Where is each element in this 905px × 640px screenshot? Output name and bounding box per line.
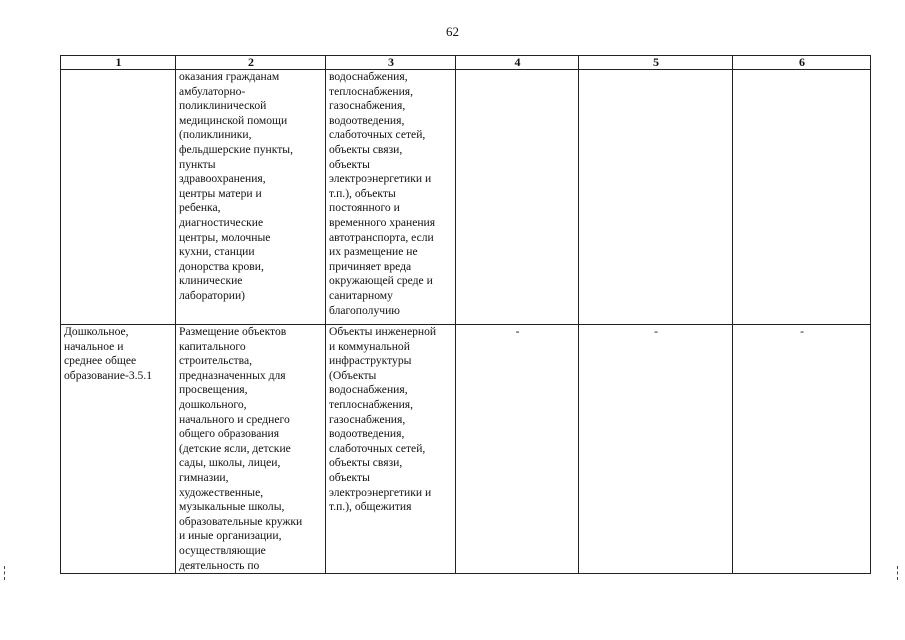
cell-text-line: и иные организации,	[179, 529, 282, 543]
cell-col-5	[579, 70, 733, 325]
cell-text-line: их размещение не	[329, 245, 418, 259]
table-row	[61, 325, 871, 574]
cell-text-line: благополучию	[329, 303, 400, 317]
cell-text-line: водоснабжения,	[329, 383, 408, 397]
cell-text-line: капитального	[179, 339, 246, 353]
header-col-3: 3	[326, 56, 456, 70]
page-number: 62	[446, 24, 459, 39]
cell-text-line: Дошкольное,	[64, 325, 129, 338]
cell-text-line: (Объекты	[329, 368, 377, 382]
cell-col-4: -	[456, 325, 579, 574]
cell-auxiliary-use	[326, 70, 456, 325]
cell-text-line: газоснабжения,	[329, 99, 406, 113]
cell-text-line: электроэнергетики и	[329, 172, 432, 186]
cell-text-line: временного хранения	[329, 215, 436, 229]
cell-col-4	[456, 70, 579, 325]
cell-text-line: поликлинической	[179, 99, 267, 113]
cell-text-line: среднее общее	[64, 354, 137, 368]
cell-text-line: инфраструктуры	[329, 354, 412, 368]
cell-text-line: здравоохранения,	[179, 172, 266, 186]
cell-text-line: слаботочных сетей,	[329, 128, 426, 142]
cell-text-line: диагностические	[179, 215, 264, 229]
cell-text-line: предназначенных для	[179, 368, 286, 382]
header-col-6: 6	[733, 56, 871, 70]
cell-text-line: объекты	[329, 470, 370, 484]
cell-col-6: -	[733, 325, 871, 574]
cell-text-line: просвещения,	[179, 383, 248, 397]
cell-text-line: фельдшерские пункты,	[179, 142, 293, 156]
cell-text-line: водоснабжения,	[329, 70, 408, 83]
cell-text-line: газоснабжения,	[329, 412, 406, 426]
cell-col-5: -	[579, 325, 733, 574]
cell-text-line: водоотведения,	[329, 113, 405, 127]
cell-text-line: донорства крови,	[179, 259, 264, 273]
cell-text-line: водоотведения,	[329, 427, 405, 441]
cell-text-line: музыкальные школы,	[179, 500, 285, 514]
cell-col-6	[733, 70, 871, 325]
cell-text-line: центры матери и	[179, 186, 262, 200]
cell-text-line: окружающей среде и	[329, 274, 433, 288]
cell-land-use-type	[61, 70, 176, 325]
cell-text-line: объекты связи,	[329, 142, 403, 156]
cell-text-line: электроэнергетики и	[329, 485, 432, 499]
cell-text-line: т.п.), общежития	[329, 500, 412, 514]
cell-description	[176, 325, 326, 574]
right-margin-mark	[897, 566, 900, 580]
cell-text-line: гимназии,	[179, 470, 229, 484]
cell-text-line: образовательные кружки	[179, 514, 303, 528]
cell-text-line: т.п.), объекты	[329, 186, 396, 200]
cell-text-line: осуществляющие	[179, 543, 266, 557]
cell-text-line: центры, молочные	[179, 230, 271, 244]
cell-text-line: лаборатории)	[179, 288, 246, 302]
cell-text-line: объекты	[329, 157, 370, 171]
cell-text-line: постоянного и	[329, 201, 400, 215]
header-col-2: 2	[176, 56, 326, 70]
cell-text-line: санитарному	[329, 288, 393, 302]
cell-text-line: автотранспорта, если	[329, 230, 434, 244]
cell-text-line: теплоснабжения,	[329, 397, 414, 411]
header-col-5: 5	[579, 56, 733, 70]
cell-description	[176, 70, 326, 325]
cell-text-line: Объекты инженерной	[329, 325, 437, 338]
cell-text-line: оказания гражданам	[179, 70, 280, 83]
header-col-4: 4	[456, 56, 579, 70]
cell-text-line: начального и среднего	[179, 412, 290, 426]
cell-text-line: кухни, станции	[179, 245, 255, 259]
header-col-1: 1	[61, 56, 176, 70]
cell-text-line: общего образования	[179, 427, 280, 441]
left-margin-mark	[4, 566, 7, 580]
cell-text-line: теплоснабжения,	[329, 84, 414, 98]
cell-text-line: объекты связи,	[329, 456, 403, 470]
cell-text-line: (детские ясли, детские	[179, 441, 291, 455]
cell-text-line: сады, школы, лицеи,	[179, 456, 281, 470]
cell-text-line: клинические	[179, 274, 243, 288]
cell-text-line: (поликлиники,	[179, 128, 252, 142]
cell-text-line: ребенка,	[179, 201, 221, 215]
cell-text-line: дошкольного,	[179, 397, 247, 411]
cell-text-line: причиняет вреда	[329, 259, 412, 273]
cell-text-line: медицинской помощи	[179, 113, 288, 127]
cell-text-line: образование-3.5.1	[64, 368, 153, 382]
cell-text-line: слаботочных сетей,	[329, 441, 426, 455]
cell-text-line: строительства,	[179, 354, 253, 368]
cell-text-line: деятельность по	[179, 558, 260, 572]
cell-text-line: художественные,	[179, 485, 264, 499]
regulation-table	[60, 55, 871, 574]
cell-auxiliary-use	[326, 325, 456, 574]
cell-land-use-type	[61, 325, 176, 574]
cell-text-line: пункты	[179, 157, 216, 171]
cell-text-line: амбулаторно-	[179, 84, 246, 98]
cell-text-line: начальное и	[64, 339, 124, 353]
header-row	[61, 56, 871, 70]
cell-text-line: и коммунальной	[329, 339, 410, 353]
table-row	[61, 70, 871, 325]
cell-text-line: Размещение объектов	[179, 325, 287, 338]
